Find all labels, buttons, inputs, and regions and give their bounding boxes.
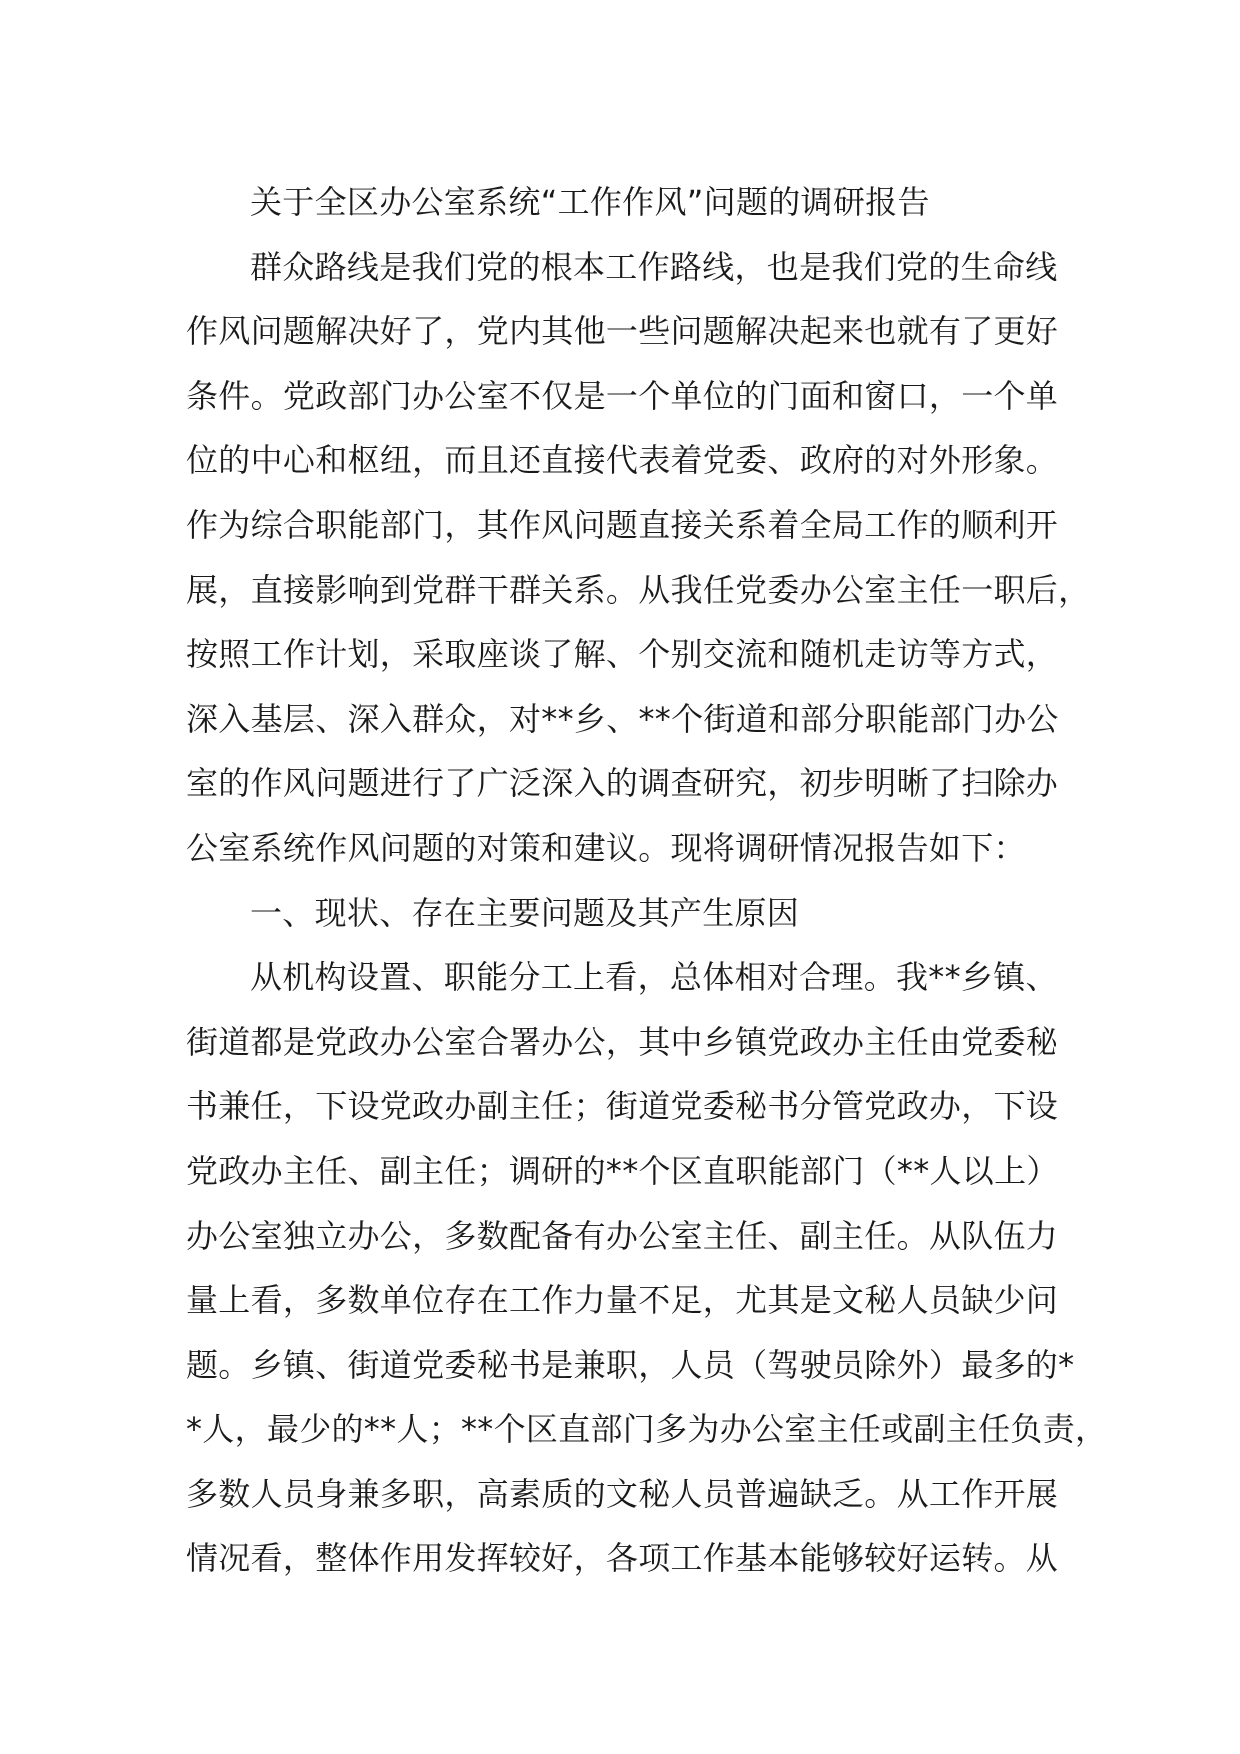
paragraph-line: 多数人员身兼多职，高素质的文秘人员普遍缺乏。从工作开展 [186,1474,1059,1513]
paragraph-line: 作为综合职能部门，其作风问题直接关系着全局工作的顺利开 [186,505,1059,544]
paragraph-line: 街道都是党政办公室合署办公，其中乡镇党政办主任由党委秘 [186,1022,1059,1061]
paragraph-line: 办公室独立办公，多数配备有办公室主任、副主任。从队伍力 [186,1216,1059,1255]
paragraph-line: 从机构设置、职能分工上看，总体相对合理。我**乡镇、 [250,958,1058,997]
document-body [186,170,1108,1591]
paragraph-line: 按照工作计划，采取座谈了解、个别交流和随机走访等方式， [186,635,1059,674]
paragraph-line: 群众路线是我们党的根本工作路线，也是我们党的生命线 [250,247,1058,286]
paragraph-line: 位的中心和枢纽，而且还直接代表着党委、政府的对外形象。 [186,441,1059,480]
paragraph-line: 党政办主任、副主任；调研的**个区直职能部门（**人以上） [186,1151,1059,1190]
paragraph-line: 作风问题解决好了，党内其他一些问题解决起来也就有了更好 [186,312,1059,351]
section-heading: 一、现状、存在主要问题及其产生原因 [250,893,800,932]
document-title: 关于全区办公室系统“工作作风”问题的调研报告 [250,183,930,221]
paragraph-line: 题。乡镇、街道党委秘书是兼职，人员（驾驶员除外）最多的* [186,1345,1075,1384]
paragraph-line: 书兼任，下设党政办副主任；街道党委秘书分管党政办，下设 [186,1087,1059,1126]
paragraph-line: 深入基层、深入群众，对**乡、**个街道和部分职能部门办公 [186,699,1059,738]
paragraph-line: 展，直接影响到党群干群关系。从我任党委办公室主任一职后， [186,570,1091,609]
paragraph-line: *人，最少的**人；**个区直部门多为办公室主任或副主任负责， [186,1410,1108,1449]
paragraph-line: 情况看，整体作用发挥较好，各项工作基本能够较好运转。从 [186,1539,1059,1578]
paragraph-line: 室的作风问题进行了广泛深入的调查研究，初步明晰了扫除办 [186,764,1059,803]
paragraph-line: 条件。党政部门办公室不仅是一个单位的门面和窗口，一个单 [186,376,1059,415]
paragraph-line: 公室系统作风问题的对策和建议。现将调研情况报告如下： [186,828,1026,867]
paragraph-line: 量上看，多数单位存在工作力量不足，尤其是文秘人员缺少问 [186,1281,1059,1320]
